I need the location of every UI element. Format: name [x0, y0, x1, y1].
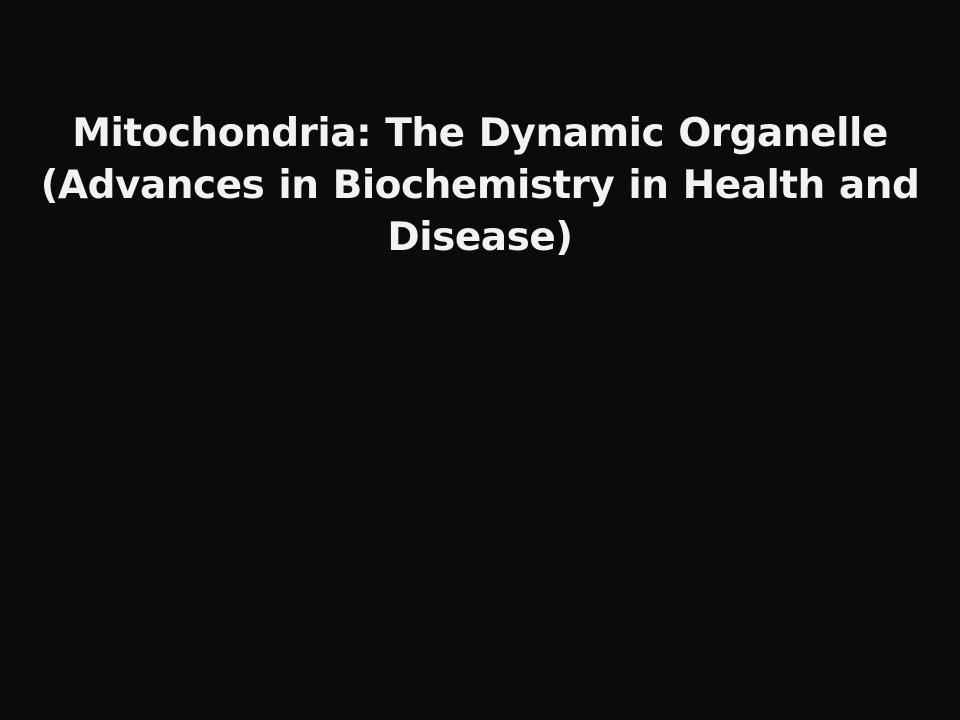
page-title: Mitochondria: The Dynamic Organelle (Advances in Biochemistry in Health and Disease): [40, 111, 920, 260]
title-block: [0, 108, 960, 264]
